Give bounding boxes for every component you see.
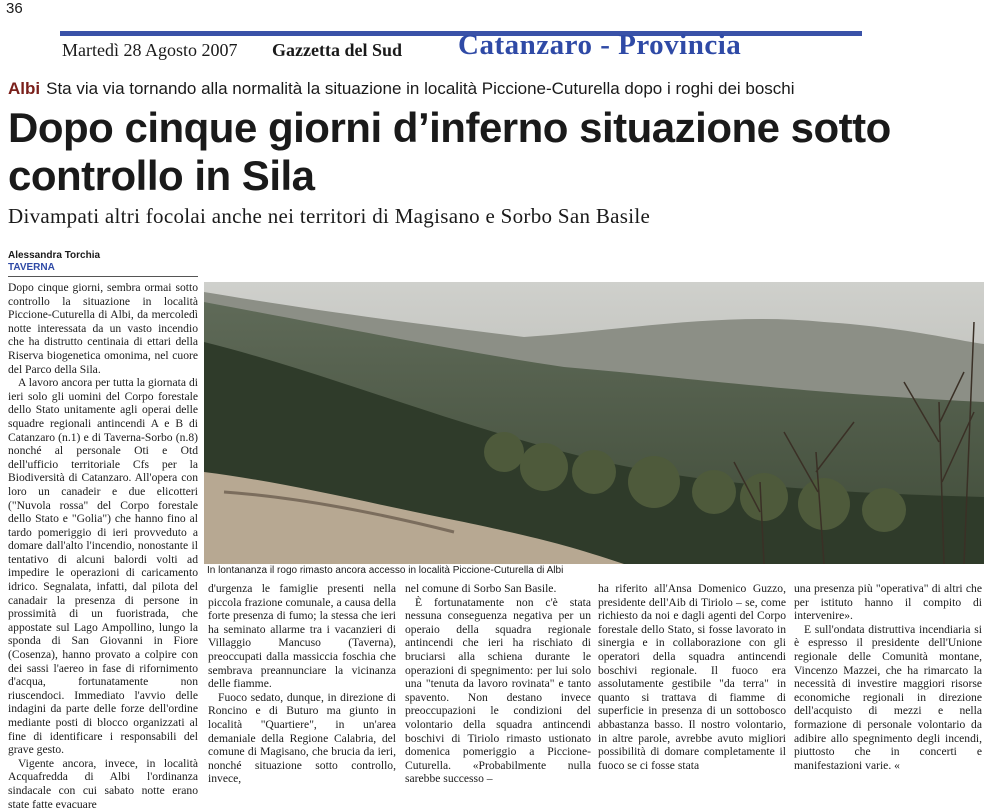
- paragraph: Dopo cinque giorni, sembra ormai sotto controllo la situazione in località Piccione-Cuturella di Albi, da mercoledì notte interessata da un vasto incendio che ha distrutto centinaia di ettari della Riserva biogenetica omonima, nel cuore del Parco della Sila.: [8, 281, 198, 376]
- article-column-5: [794, 582, 982, 772]
- article-column-2: [208, 582, 396, 786]
- paragraph: È fortunatamente non c'è stata nessuna conseguenza negativa per un operaio della squadra regionale antincendi che ieri ha rischiato di bruciarsi alla schiena durante le operazioni di spegnimento: per lui solo una "tenuta da lavoro rovinata" e tanto spavento. Non destano invece preoccupazioni le condizioni del volontario della squadra antincendi boschivi di Tiriolo rimasto ustionato domenica pomeriggio a Piccione-Cuturella. «Probabilmente nulla sarebbe successo –: [405, 595, 591, 786]
- paragraph: nel comune di Sorbo San Basile.: [405, 582, 557, 595]
- dateline: TAVERNA: [8, 262, 55, 273]
- deck: Divampati altri focolai anche nei territori di Magisano e Sorbo San Basile: [8, 204, 651, 228]
- article-column-3: [405, 582, 591, 786]
- paragraph: ha riferito all'Ansa Domenico Guzzo, presidente dell'Aib di Tiriolo – se, come richiesto da noi e dagli agenti del Corpo forestale dello Stato, si fosse lavorato in sinergia e in collaborazione con gli operatori della squadra antincendi boschivi regionale. Il fuoco era assolutamente gestibile "da terra" in quanto si trattava di fiamme di superficie in presenza di un sottobosco abbastanza basso. Il nostro volontario, in altre parole, avrebbe avuto migliori possibilità di domare completamente il fuoco se ci fosse stata: [598, 582, 786, 772]
- newspaper-name: Gazzetta del Sud: [272, 40, 402, 60]
- paragraph: Fuoco sedato, dunque, in direzione di Roncino e di Buturo ma giunto in località "Quartiere", in un'area demaniale della Regione Calabria, del comune di Magisano, che brucia da ieri, nonché situazione sotto controllo, invece,: [208, 690, 396, 786]
- byline-rule: [8, 276, 198, 277]
- paragraph: Vigente ancora, invece, in località Acquafredda di Albi l'ordinanza sindacale con cui sabato notte erano state fatte evacuare: [8, 756, 198, 811]
- kicker-text: Sta via via tornando alla normalità la situazione in località Piccione-Cuturella dopo i roghi dei boschi: [46, 79, 795, 98]
- issue-date: Martedì 28 Agosto 2007: [62, 40, 238, 60]
- forest-fire-photo-illustration: [204, 282, 984, 564]
- byline: Alessandra Torchia: [8, 250, 101, 261]
- paragraph: d'urgenza le famiglie presenti nella piccola frazione comunale, a causa della forte presenza di fumo; la stessa che ieri ha seminato allarme tra i vacanzieri di Villaggio Mancuso (Taverna), preoccupati dalla massiccia foschia che sembrava preannunciare la vicinanza delle fiamme.: [208, 582, 396, 691]
- kicker-place: Albi: [8, 79, 41, 98]
- article-column-1: [8, 281, 198, 811]
- paragraph: una presenza più "operativa" di altri che per istituto hanno il compito di intervenire».: [794, 582, 982, 623]
- paragraph: E sull'ondata distruttiva incendiaria si è espresso il presidente dell'Unione regionale delle Comunità montane, Vincenzo Mazzei, che ha rimarcato la necessità di investire maggiori risorse economiche regionali in direzione dell'acquisto di mezzi e nella formazione di personale volontario da adibire allo spegnimento degli incendi, piuttosto che in concerti e manifestazioni varie. «: [794, 622, 982, 772]
- kicker: [8, 79, 795, 99]
- paragraph: A lavoro ancora per tutta la giornata di ieri solo gli uomini del Corpo forestale dello Stato unitamente agli operai delle squadre regionali antincendi A e B di Catanzaro (n.1) e di Taverna-Sorbo (n.8) nonché al personale Oti e Otd dell'ufficio territoriale Cfs per la Biodiversità di Catanzaro. All'opera con loro un canadeir e due elicotteri ("Nuvola rossa" del Corpo forestale dello Stato e "Golia") che hanno fino al tardo pomeriggio di ieri provveduto a domare dall'alto l'incendio, nonostante il tentativo di alcuni balordi volti ad impedire le operazioni di caricamento idrico. Segnalata, infatti, dal pilota del canadair la presenza di persone in prossimità di un fuoristrada, che appostate sul Lago Ampollino, lungo la sponda di San Giovanni in Fiore (Cosenza), hanno provato a colpire con dei sassi l'aereo in fase di rifornimento d'acqua, fortunatamente non riuscendoci. Immediato l'avvio delle indagini da parte delle forze dell'ordine mediante posti di blocco organizzati al fine di identificare i responsabili del grave gesto.: [8, 376, 198, 757]
- forest-fire-photo: [204, 282, 984, 564]
- headline: Dopo cinque giorni d’inferno situazione sotto controllo in Sila: [8, 104, 891, 199]
- page-number: 36: [6, 0, 23, 17]
- photo-caption: In lontananza il rogo rimasto ancora accesso in località Piccione-Cuturella di Albi: [207, 565, 564, 576]
- section-title: Catanzaro - Provincia: [458, 29, 742, 61]
- article-column-4: [598, 582, 786, 772]
